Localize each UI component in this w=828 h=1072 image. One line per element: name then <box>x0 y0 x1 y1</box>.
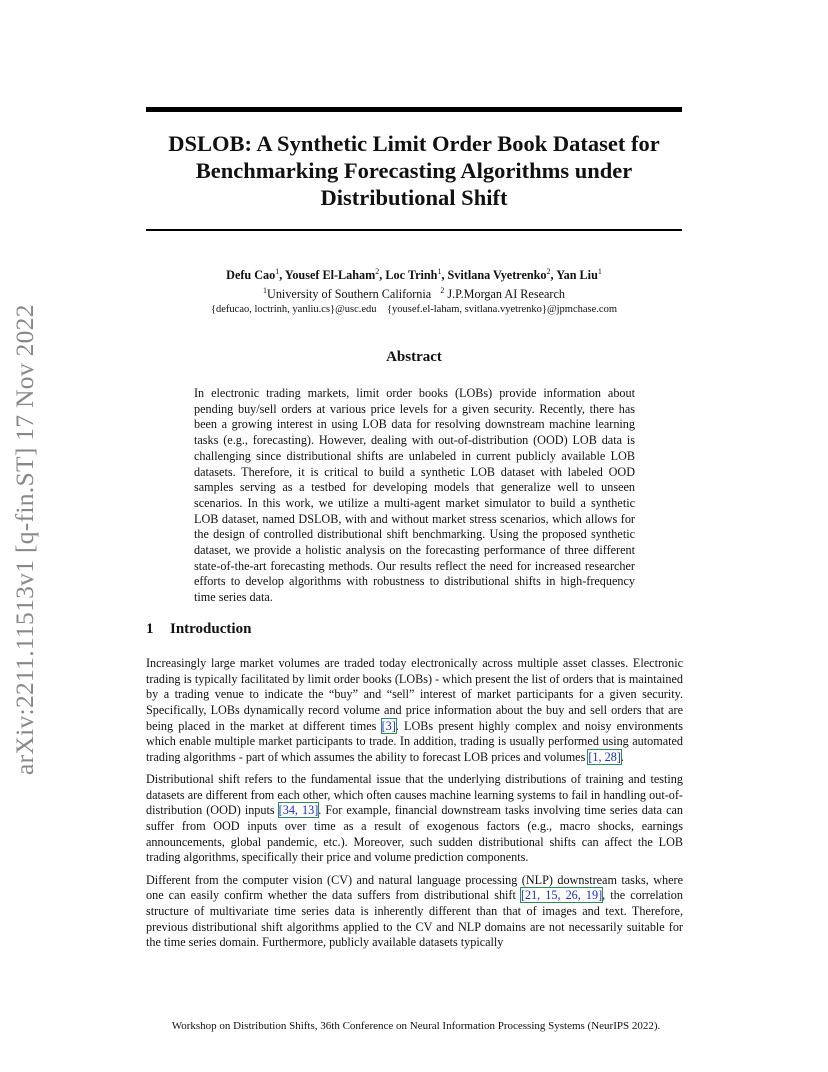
author-affiliation-mark: 2 <box>546 267 551 276</box>
author-list: Defu Cao$^1$, Yousef El-Laham$^2$, Loc Trinh$^1$, Svitlana Vyetrenko$^2$, Yan Liu$^1$ <box>226 267 602 283</box>
paragraph-text: Different from the computer vision (CV) and natural language processing (NLP) downstream tasks, where one can easily confirm whether the data suffers from distributional shift <box>146 872 683 903</box>
title-top-rule <box>146 107 682 112</box>
author-emails: {defucao, loctrinh, yanliu.cs}@usc.edu {yousef.el-laham, svitlana.vyetrenko}@jpmchase.com <box>210 304 617 316</box>
paper-title: DSLOB: A Synthetic Limit Order Book Dataset for Benchmarking Forecasting Algorithms under Distributional Shift <box>168 131 660 210</box>
paragraph <box>146 656 683 766</box>
author-affiliation-mark: 1 <box>437 267 442 276</box>
author-name: Loc Trinh <box>385 268 438 283</box>
arxiv-identifier: arXiv:2211.11513v1 [q-fin.ST] 17 Nov 2022 <box>10 304 39 775</box>
author-name: Svitlana Vyetrenko <box>447 268 547 283</box>
paragraph <box>146 772 683 866</box>
citation-link[interactable]: [34, 13] <box>278 803 319 818</box>
paragraph-text: . LOBs present highly complex and noisy environments which enable multiple market participants to trade. In addition, trading is usually performed using automated trading algorithms - part of which assumes the ability to forecast LOB prices and volumes <box>146 718 683 764</box>
paragraph-text: , the correlation structure of multivariate time series data is inherently different than that of images and text. Therefore, previous distributional shift algorithms applied to the CV and NLP domains are not necessarily suitable for the time series domain. Furthermore, publicly available datasets typically <box>146 888 683 950</box>
abstract-text: In electronic trading markets, limit order books (LOBs) provide information about pending buy/sell orders at various price levels for a given security. Recently, there has been a growing interest in using LOB data for resolving downstream machine learning tasks (e.g., forecasting). However, dealing with out-of-distribution (OOD) LOB data is challenging since distributional shifts are unlabeled in current publicly available LOB datasets. Therefore, it is critical to build a synthetic LOB dataset with labeled OOD samples serving as a testbed for developing models that generalize well to unseen scenarios. In this work, we utilize a multi-agent market simulator to build a synthetic LOB dataset, named DSLOB, with and without market stress scenarios, which allows for the design of controlled distributional shift benchmarking. Using the proposed synthetic dataset, we provide a holistic analysis on the forecasting performance of three different state-of-the-art forecasting methods. Our results reflect the need for increased researcher efforts to develop algorithms with robustness to distributional shifts in high-frequency time series data. <box>194 386 635 605</box>
citation-link[interactable]: [1, 28] <box>588 749 621 764</box>
author-name: Yousef El-Laham <box>284 268 376 283</box>
paragraph-text: . <box>620 749 624 764</box>
author-block <box>146 264 682 318</box>
title-bottom-rule <box>146 229 682 231</box>
author-name: Defu Cao <box>226 268 276 283</box>
citation-link[interactable]: [21, 15, 26, 19] <box>520 888 603 903</box>
author-affiliation-mark: 1 <box>597 267 602 276</box>
paragraph-text: . For example, financial downstream tasks involving time series data can suffer from OOD inputs over time as a result of exogenous factors (e.g., macro shocks, earnings announcements, global pandemic, etc.). Moreover, such sudden distributional shifts can affect the LOB trading algorithms, specifically their price and volume prediction components. <box>146 803 683 865</box>
paragraph-text: Distributional shift refers to the fundamental issue that the underlying distributions of training and testing datasets are different from each other, which often causes machine learning systems to fail in handling out-of-distribution (OOD) inputs <box>146 772 683 818</box>
paragraph-text: Increasingly large market volumes are traded today electronically across multiple asset classes. Electronic trading is typically facilitated by limit order books (LOBs) - which present the list of orders that is maintained by a trading venue to indicate the “buy” and “sell” interest of market participants for a given security. Specifically, LOBs dynamically record volume and price information about the buy and sell orders that are being placed in the market at different times <box>146 656 683 733</box>
introduction-body <box>146 656 683 957</box>
section-number: 1 <box>146 621 154 637</box>
author-name: Yan Liu <box>556 268 598 283</box>
affiliation-mark: 2 <box>440 286 445 296</box>
abstract-heading: Abstract <box>386 349 442 365</box>
affiliation-jpmorgan: J.P.Morgan AI Research <box>447 287 565 302</box>
affiliation-usc: University of Southern California <box>267 287 432 302</box>
page-footer: Workshop on Distribution Shifts, 36th Conference on Neural Information Processing Systems (NeurIPS 2022). <box>171 1020 661 1032</box>
author-affiliation-mark: 2 <box>375 267 380 276</box>
paragraph <box>146 873 683 951</box>
affiliation-mark: 1 <box>263 286 268 296</box>
section-heading-introduction <box>146 621 251 638</box>
citation-link[interactable]: [3] <box>381 718 396 733</box>
author-affiliation-mark: 1 <box>275 267 280 276</box>
affiliation-line <box>146 283 682 302</box>
section-title: Introduction <box>170 621 252 637</box>
